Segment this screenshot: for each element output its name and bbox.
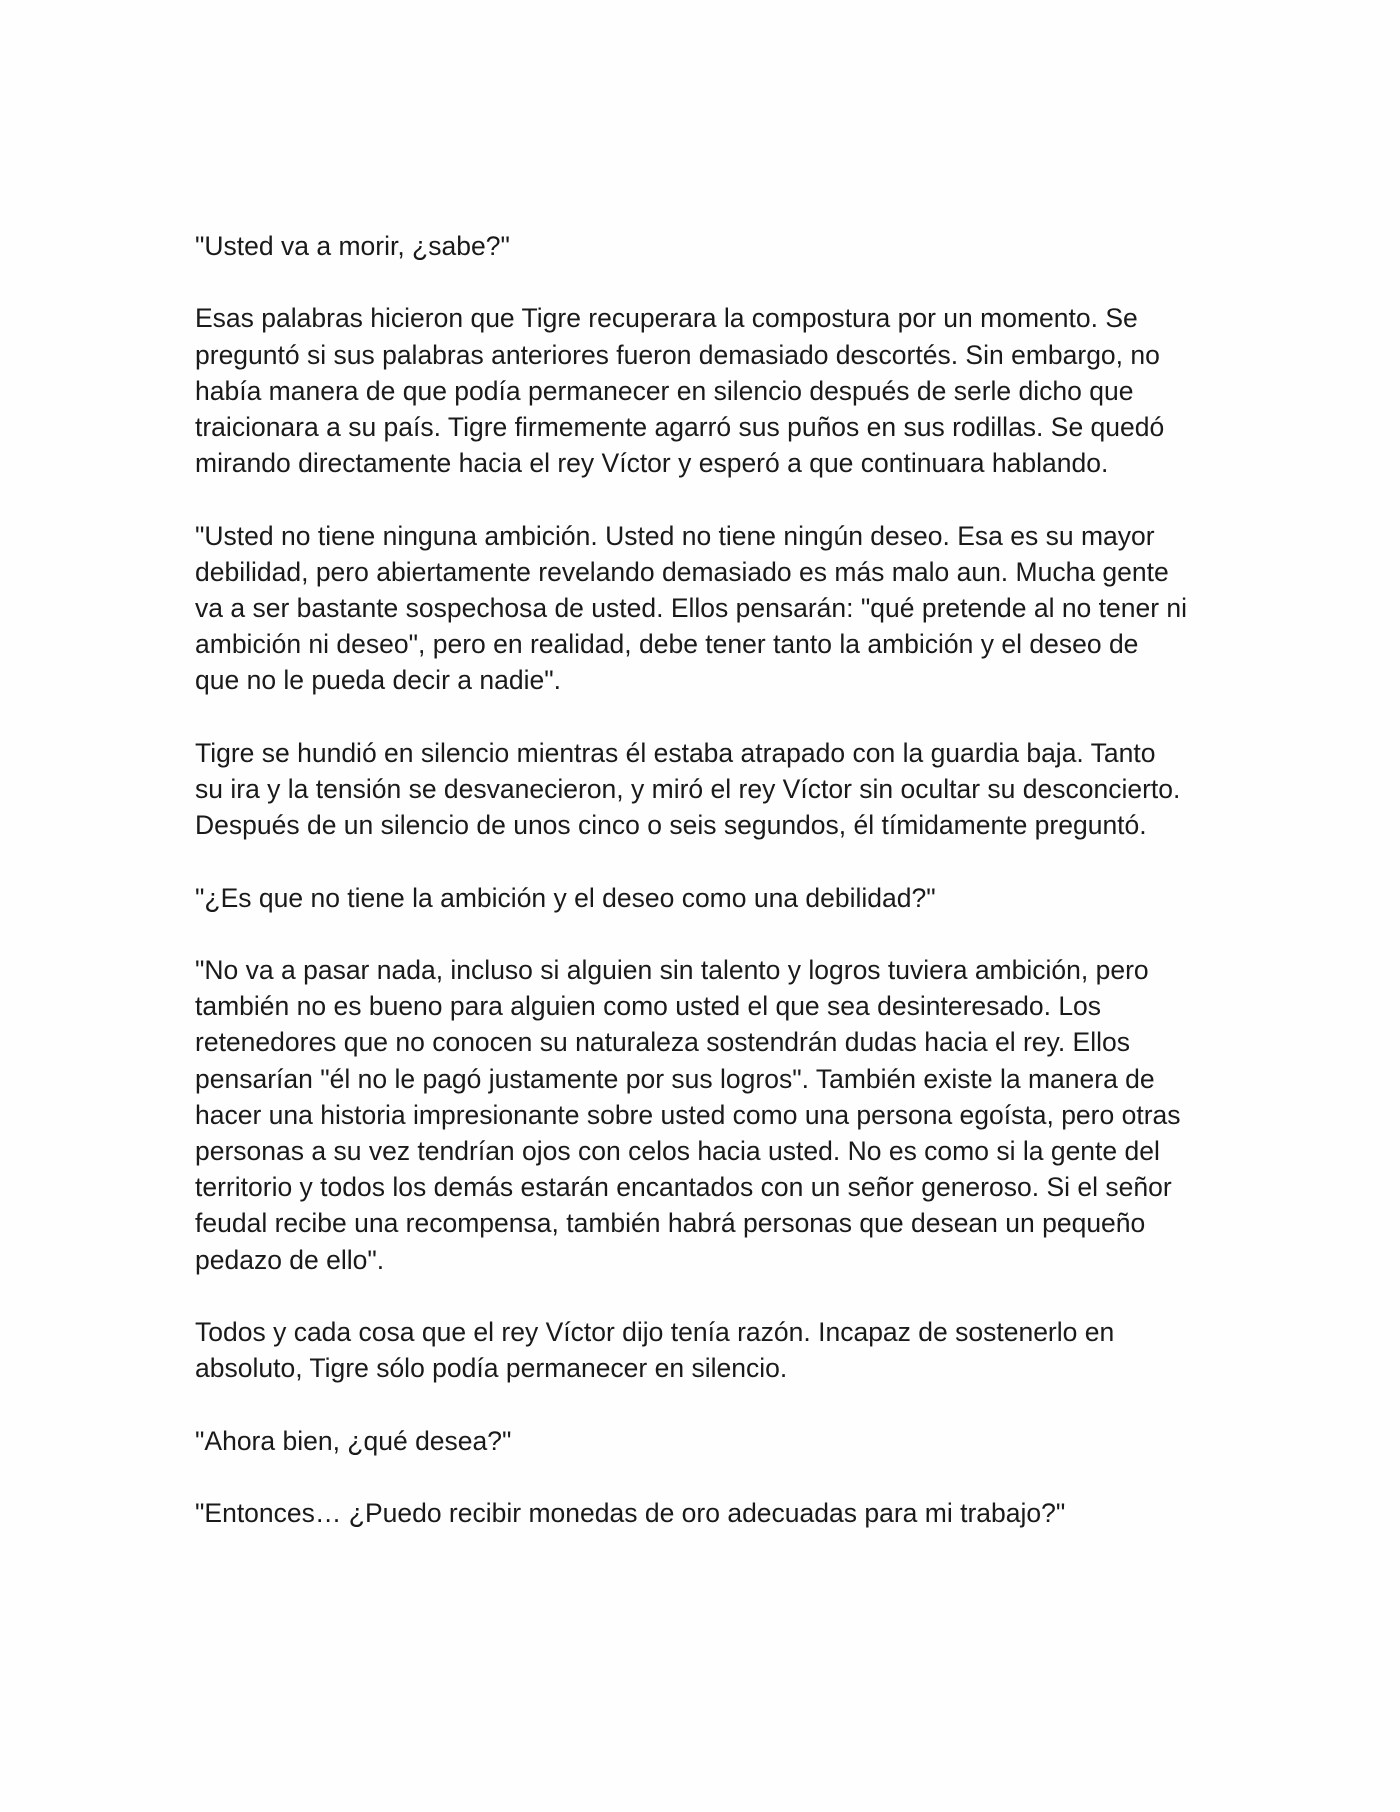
paragraph-6 bbox=[195, 952, 1215, 1278]
paragraph-line: pedazo de ello". bbox=[195, 1244, 385, 1275]
paragraph-line: absoluto, Tigre sólo podía permanecer en silencio. bbox=[195, 1353, 788, 1384]
paragraph-9 bbox=[195, 1495, 1215, 1531]
paragraph-line: "No va a pasar nada, incluso si alguien sin talento y logros tuviera ambición, pero bbox=[195, 954, 1149, 985]
paragraph-line: "Usted no tiene ninguna ambición. Usted no tiene ningún deseo. Esa es su mayor bbox=[195, 520, 1155, 551]
paragraph-line: mirando directamente hacia el rey Víctor y esperó a que continuara hablando. bbox=[195, 448, 1109, 479]
paragraph-4 bbox=[195, 735, 1215, 844]
paragraph-3 bbox=[195, 518, 1215, 699]
paragraph-line: su ira y la tensión se desvanecieron, y miró el rey Víctor sin ocultar su desconcierto. bbox=[195, 774, 1181, 804]
paragraph-line: Esas palabras hicieron que Tigre recuperara la compostura por un momento. Se bbox=[195, 303, 1138, 334]
paragraph-line: también no es bueno para alguien como usted el que sea desinteresado. Los bbox=[195, 991, 1102, 1022]
paragraph-5 bbox=[195, 880, 1215, 916]
paragraph-line: ambición ni deseo", pero en realidad, debe tener tanto la ambición y el deseo de bbox=[195, 629, 1139, 660]
paragraph-line: retenedores que no conocen su naturaleza sostendrán dudas hacia el rey. Ellos bbox=[195, 1027, 1130, 1058]
paragraph-line: que no le pueda decir a nadie". bbox=[195, 665, 561, 696]
paragraph-line: feudal recibe una recompensa, también habrá personas que desean un pequeño bbox=[195, 1208, 1146, 1239]
paragraph-line: territorio y todos los demás estarán encantados con un señor generoso. Si el señor bbox=[195, 1172, 1172, 1203]
paragraph-line: Todos y cada cosa que el rey Víctor dijo tenía razón. Incapaz de sostenerlo en bbox=[195, 1317, 1115, 1347]
paragraph-line: "¿Es que no tiene la ambición y el deseo como una debilidad?" bbox=[195, 882, 936, 913]
paragraph-7 bbox=[195, 1314, 1215, 1386]
paragraph-line: Después de un silencio de unos cinco o seis segundos, él tímidamente preguntó. bbox=[195, 810, 1147, 841]
document-body bbox=[195, 228, 1215, 1531]
paragraph-1 bbox=[195, 228, 1215, 264]
paragraph-line: "Entonces… ¿Puedo recibir monedas de oro adecuadas para mi trabajo?" bbox=[195, 1497, 1066, 1528]
paragraph-line: traicionara a su país. Tigre firmemente agarró sus puños en sus rodillas. Se quedó bbox=[195, 412, 1165, 442]
paragraph-line: "Usted va a morir, ¿sabe?" bbox=[195, 231, 510, 261]
paragraph-line: hacer una historia impresionante sobre usted como una persona egoísta, pero otras bbox=[195, 1099, 1181, 1130]
paragraph-line: había manera de que podía permanecer en silencio después de serle dicho que bbox=[195, 375, 1134, 406]
paragraph-line: pensarían "él no le pagó justamente por sus logros". También existe la manera de bbox=[195, 1063, 1155, 1094]
paragraph-line: va a ser bastante sospechosa de usted. Ellos pensarán: "qué pretende al no tener ni bbox=[195, 593, 1188, 623]
paragraph-line: "Ahora bien, ¿qué desea?" bbox=[195, 1425, 512, 1456]
paragraph-line: personas a su vez tendrían ojos con celos hacia usted. No es como si la gente del bbox=[195, 1136, 1160, 1166]
paragraph-8 bbox=[195, 1423, 1215, 1459]
paragraph-line: debilidad, pero abiertamente revelando demasiado es más malo aun. Mucha gente bbox=[195, 556, 1169, 587]
paragraph-2 bbox=[195, 300, 1215, 481]
paragraph-line: preguntó si sus palabras anteriores fueron demasiado descortés. Sin embargo, no bbox=[195, 339, 1160, 370]
paragraph-line: Tigre se hundió en silencio mientras él estaba atrapado con la guardia baja. Tanto bbox=[195, 737, 1156, 768]
